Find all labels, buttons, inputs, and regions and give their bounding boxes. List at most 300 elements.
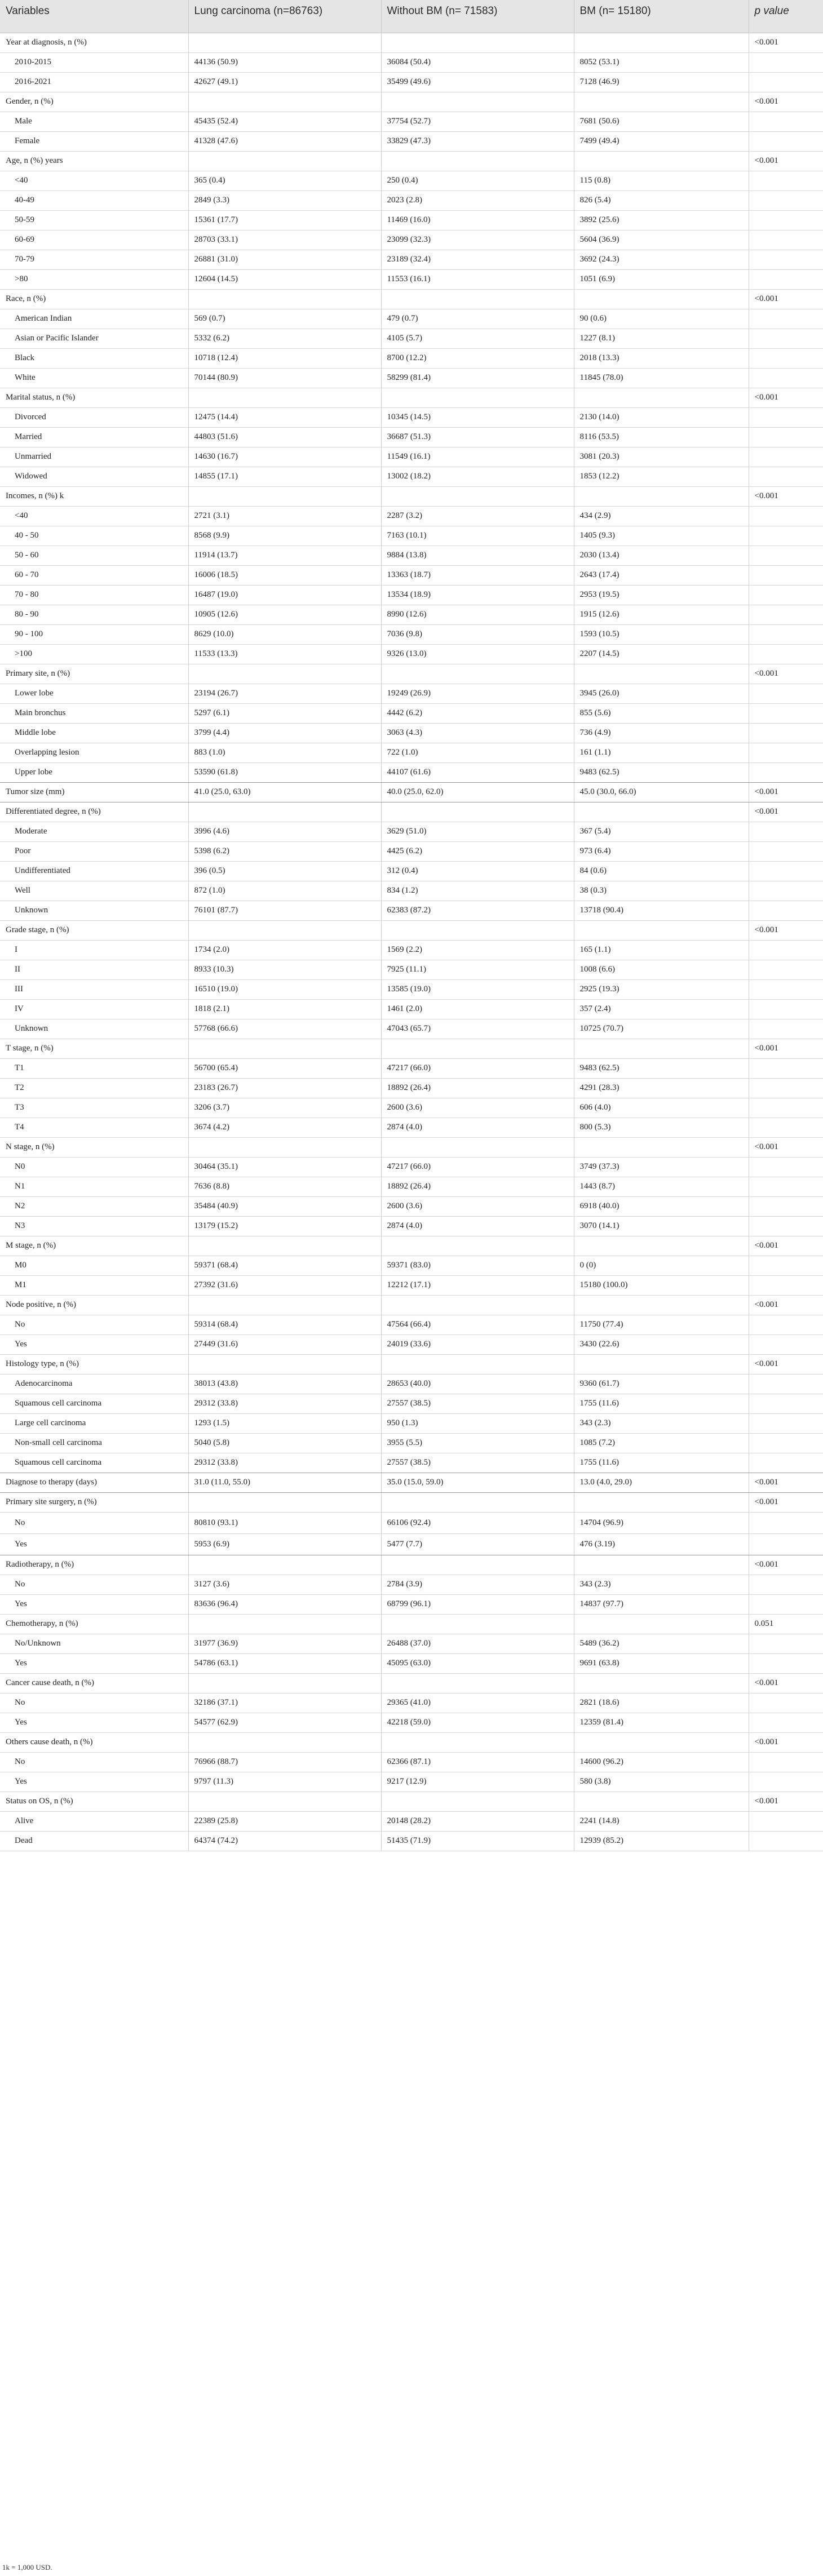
p-value [749, 1256, 823, 1275]
row-label: No [0, 1693, 188, 1713]
without-bm-value: 23189 (32.4) [381, 250, 574, 269]
p-value [749, 881, 823, 901]
p-value [749, 585, 823, 605]
without-bm-value: 18892 (26.4) [381, 1078, 574, 1098]
row-label: Asian or Pacific Islander [0, 329, 188, 348]
table-row [0, 348, 823, 368]
without-bm-value: 45095 (63.0) [381, 1653, 574, 1673]
bm-value: 3692 (24.3) [574, 250, 749, 269]
lung-carcinoma-value: 59314 (68.4) [188, 1315, 381, 1334]
row-label: <40 [0, 506, 188, 526]
without-bm-value [381, 1236, 574, 1256]
lung-carcinoma-value [188, 33, 381, 52]
without-bm-value [381, 1732, 574, 1752]
table-row [0, 1394, 823, 1413]
bm-value: 2130 (14.0) [574, 407, 749, 427]
bm-value [574, 1555, 749, 1575]
row-label: T3 [0, 1098, 188, 1118]
table-row-category [0, 802, 823, 822]
table-row-category [0, 1555, 823, 1575]
p-value [749, 230, 823, 250]
table-row [0, 1058, 823, 1078]
table-row [0, 1594, 823, 1614]
lung-carcinoma-value: 80810 (93.1) [188, 1512, 381, 1533]
table-row-category [0, 289, 823, 309]
bm-value [574, 920, 749, 940]
row-label: Black [0, 348, 188, 368]
table-row [0, 1512, 823, 1533]
table-row [0, 1374, 823, 1394]
row-label: Chemotherapy, n (%) [0, 1614, 188, 1634]
without-bm-value [381, 1792, 574, 1811]
p-value [749, 72, 823, 92]
without-bm-value: 722 (1.0) [381, 743, 574, 762]
table-row-category [0, 782, 823, 802]
without-bm-value: 1461 (2.0) [381, 999, 574, 1019]
p-value: <0.001 [749, 486, 823, 506]
table-row [0, 329, 823, 348]
bm-value: 1405 (9.3) [574, 526, 749, 546]
lung-carcinoma-value: 1293 (1.5) [188, 1413, 381, 1433]
lung-carcinoma-value [188, 1732, 381, 1752]
without-bm-value: 2874 (4.0) [381, 1118, 574, 1137]
row-label: Race, n (%) [0, 289, 188, 309]
p-value [749, 841, 823, 861]
bm-value: 2207 (14.5) [574, 644, 749, 664]
table-row-category [0, 1492, 823, 1512]
bm-value: 1593 (10.5) [574, 624, 749, 644]
lung-carcinoma-value [188, 1354, 381, 1374]
bm-value: 90 (0.6) [574, 309, 749, 329]
without-bm-value: 2784 (3.9) [381, 1575, 574, 1594]
bm-value: 2925 (19.3) [574, 979, 749, 999]
without-bm-value [381, 664, 574, 684]
bm-value: 2953 (19.5) [574, 585, 749, 605]
p-value [749, 762, 823, 782]
lung-carcinoma-value: 16006 (18.5) [188, 565, 381, 585]
table-row [0, 467, 823, 486]
lung-carcinoma-value: 70144 (80.9) [188, 368, 381, 388]
row-label: Male [0, 112, 188, 131]
row-label: IV [0, 999, 188, 1019]
bm-value: 4291 (28.3) [574, 1078, 749, 1098]
table-row [0, 250, 823, 269]
row-label: Yes [0, 1653, 188, 1673]
table-row [0, 1575, 823, 1594]
without-bm-value: 2600 (3.6) [381, 1196, 574, 1216]
without-bm-value: 40.0 (25.0, 62.0) [381, 782, 574, 802]
p-value [749, 999, 823, 1019]
without-bm-value: 29365 (41.0) [381, 1693, 574, 1713]
row-label: I [0, 940, 188, 960]
row-label: M1 [0, 1275, 188, 1295]
bm-value: 2643 (17.4) [574, 565, 749, 585]
lung-carcinoma-value: 29312 (33.8) [188, 1394, 381, 1413]
p-value [749, 1374, 823, 1394]
lung-carcinoma-value: 8933 (10.3) [188, 960, 381, 979]
p-value [749, 1098, 823, 1118]
without-bm-value: 20148 (28.2) [381, 1811, 574, 1831]
without-bm-value: 35.0 (15.0, 59.0) [381, 1473, 574, 1492]
without-bm-value [381, 1295, 574, 1315]
p-value [749, 940, 823, 960]
row-label: Yes [0, 1772, 188, 1792]
table-row [0, 52, 823, 72]
bm-value: 165 (1.1) [574, 940, 749, 960]
without-bm-value: 834 (1.2) [381, 881, 574, 901]
p-value [749, 447, 823, 467]
bm-value [574, 1236, 749, 1256]
bm-value: 14600 (96.2) [574, 1752, 749, 1772]
bm-value [574, 151, 749, 171]
p-value [749, 861, 823, 881]
lung-carcinoma-value [188, 1295, 381, 1315]
without-bm-value: 8990 (12.6) [381, 605, 574, 624]
lung-carcinoma-value: 26881 (31.0) [188, 250, 381, 269]
header-p-value: p value [749, 0, 823, 33]
row-label: No [0, 1575, 188, 1594]
table-row [0, 605, 823, 624]
table-row-category [0, 1354, 823, 1374]
without-bm-value: 47217 (66.0) [381, 1058, 574, 1078]
lung-carcinoma-value: 12475 (14.4) [188, 407, 381, 427]
row-label: >80 [0, 269, 188, 289]
lung-carcinoma-value [188, 802, 381, 822]
p-value [749, 1512, 823, 1533]
without-bm-value: 4442 (6.2) [381, 703, 574, 723]
table-row [0, 427, 823, 447]
row-label: Cancer cause death, n (%) [0, 1673, 188, 1693]
row-label: 50-59 [0, 210, 188, 230]
lung-carcinoma-value: 27449 (31.6) [188, 1334, 381, 1354]
table-row [0, 1177, 823, 1196]
bm-value: 3430 (22.6) [574, 1334, 749, 1354]
without-bm-value: 62366 (87.1) [381, 1752, 574, 1772]
without-bm-value: 9884 (13.8) [381, 546, 574, 565]
bm-value: 434 (2.9) [574, 506, 749, 526]
bm-value [574, 1492, 749, 1512]
p-value: <0.001 [749, 920, 823, 940]
lung-carcinoma-value [188, 289, 381, 309]
row-label: No/Unknown [0, 1634, 188, 1653]
row-label: Non-small cell carcinoma [0, 1433, 188, 1453]
p-value [749, 1653, 823, 1673]
header-bm: BM (n= 15180) [574, 0, 749, 33]
p-value: <0.001 [749, 388, 823, 407]
bm-value: 826 (5.4) [574, 190, 749, 210]
table-row [0, 743, 823, 762]
lung-carcinoma-value: 1818 (2.1) [188, 999, 381, 1019]
lung-carcinoma-value: 41.0 (25.0, 63.0) [188, 782, 381, 802]
row-label: Age, n (%) years [0, 151, 188, 171]
without-bm-value: 9326 (13.0) [381, 644, 574, 664]
table-row [0, 565, 823, 585]
lung-carcinoma-value [188, 1039, 381, 1058]
without-bm-value [381, 1137, 574, 1157]
lung-carcinoma-value: 56700 (65.4) [188, 1058, 381, 1078]
row-label: Histology type, n (%) [0, 1354, 188, 1374]
lung-carcinoma-value: 54577 (62.9) [188, 1713, 381, 1732]
row-label: Upper lobe [0, 762, 188, 782]
bm-value: 12359 (81.4) [574, 1713, 749, 1732]
table-row [0, 1019, 823, 1039]
table-row-category [0, 92, 823, 112]
p-value [749, 309, 823, 329]
lung-carcinoma-value: 28703 (33.1) [188, 230, 381, 250]
table-row-category [0, 1732, 823, 1752]
bm-value: 2821 (18.6) [574, 1693, 749, 1713]
lung-carcinoma-value: 41328 (47.6) [188, 131, 381, 151]
p-value: <0.001 [749, 1295, 823, 1315]
table-row [0, 1275, 823, 1295]
table-row [0, 585, 823, 605]
p-value: <0.001 [749, 802, 823, 822]
row-label: 40-49 [0, 190, 188, 210]
bm-value: 3945 (26.0) [574, 684, 749, 703]
lung-carcinoma-value [188, 1492, 381, 1512]
lung-carcinoma-value: 10718 (12.4) [188, 348, 381, 368]
bm-value [574, 92, 749, 112]
p-value [749, 348, 823, 368]
without-bm-value: 7925 (11.1) [381, 960, 574, 979]
bm-value [574, 388, 749, 407]
row-label: No [0, 1512, 188, 1533]
lung-carcinoma-value: 35484 (40.9) [188, 1196, 381, 1216]
row-label: >100 [0, 644, 188, 664]
lung-carcinoma-value: 1734 (2.0) [188, 940, 381, 960]
bm-value: 3081 (20.3) [574, 447, 749, 467]
without-bm-value: 47564 (66.4) [381, 1315, 574, 1334]
row-label: Moderate [0, 822, 188, 841]
lung-carcinoma-value: 883 (1.0) [188, 743, 381, 762]
without-bm-value: 7036 (9.8) [381, 624, 574, 644]
table-row [0, 1772, 823, 1792]
table-row [0, 1433, 823, 1453]
p-value [749, 52, 823, 72]
without-bm-value: 27557 (38.5) [381, 1453, 574, 1473]
p-value: <0.001 [749, 1673, 823, 1693]
p-value [749, 1575, 823, 1594]
lung-carcinoma-value: 3206 (3.7) [188, 1098, 381, 1118]
without-bm-value: 9217 (12.9) [381, 1772, 574, 1792]
table-row-category [0, 664, 823, 684]
p-value [749, 1433, 823, 1453]
p-value [749, 1177, 823, 1196]
table-row [0, 1752, 823, 1772]
without-bm-value: 58299 (81.4) [381, 368, 574, 388]
row-label: Yes [0, 1334, 188, 1354]
row-label: Alive [0, 1811, 188, 1831]
p-value: <0.001 [749, 1236, 823, 1256]
table-row [0, 841, 823, 861]
table-row [0, 546, 823, 565]
row-label: Year at diagnosis, n (%) [0, 33, 188, 52]
bm-value: 343 (2.3) [574, 1575, 749, 1594]
bm-value [574, 1792, 749, 1811]
p-value [749, 1831, 823, 1851]
without-bm-value: 2600 (3.6) [381, 1098, 574, 1118]
p-value: <0.001 [749, 782, 823, 802]
p-value: <0.001 [749, 1137, 823, 1157]
bm-value: 14704 (96.9) [574, 1512, 749, 1533]
table-row [0, 1098, 823, 1118]
p-value [749, 1752, 823, 1772]
table-row-category [0, 1295, 823, 1315]
table-row [0, 960, 823, 979]
p-value [749, 723, 823, 743]
without-bm-value [381, 486, 574, 506]
p-value [749, 368, 823, 388]
bm-value: 1443 (8.7) [574, 1177, 749, 1196]
bm-value: 606 (4.0) [574, 1098, 749, 1118]
lung-carcinoma-value: 30464 (35.1) [188, 1157, 381, 1177]
bm-value [574, 1614, 749, 1634]
table-row [0, 407, 823, 427]
without-bm-value: 1569 (2.2) [381, 940, 574, 960]
without-bm-value: 18892 (26.4) [381, 1177, 574, 1196]
lung-carcinoma-value: 11914 (13.7) [188, 546, 381, 565]
bm-value: 9360 (61.7) [574, 1374, 749, 1394]
without-bm-value: 312 (0.4) [381, 861, 574, 881]
lung-carcinoma-value: 5297 (6.1) [188, 703, 381, 723]
table-row [0, 940, 823, 960]
row-label: 70-79 [0, 250, 188, 269]
table-row [0, 999, 823, 1019]
row-label: M stage, n (%) [0, 1236, 188, 1256]
without-bm-value: 4425 (6.2) [381, 841, 574, 861]
lung-carcinoma-value: 8568 (9.9) [188, 526, 381, 546]
without-bm-value: 8700 (12.2) [381, 348, 574, 368]
bm-value [574, 1137, 749, 1157]
header-without-bm: Without BM (n= 71583) [381, 0, 574, 33]
row-label: T1 [0, 1058, 188, 1078]
table-row [0, 1334, 823, 1354]
bm-value: 15180 (100.0) [574, 1275, 749, 1295]
lung-carcinoma-value: 5040 (5.8) [188, 1433, 381, 1453]
row-label: Yes [0, 1533, 188, 1555]
without-bm-value: 28653 (40.0) [381, 1374, 574, 1394]
p-value [749, 190, 823, 210]
p-value [749, 269, 823, 289]
bm-value: 9483 (62.5) [574, 762, 749, 782]
row-label: Grade stage, n (%) [0, 920, 188, 940]
bm-value: 13718 (90.4) [574, 901, 749, 920]
without-bm-value: 47217 (66.0) [381, 1157, 574, 1177]
table-row [0, 171, 823, 190]
row-label: 80 - 90 [0, 605, 188, 624]
table-row [0, 901, 823, 920]
bm-value [574, 802, 749, 822]
row-label: III [0, 979, 188, 999]
lung-carcinoma-value: 27392 (31.6) [188, 1275, 381, 1295]
table-row-category [0, 1792, 823, 1811]
without-bm-value: 11469 (16.0) [381, 210, 574, 230]
bm-value [574, 1673, 749, 1693]
row-label: 50 - 60 [0, 546, 188, 565]
lung-carcinoma-value: 16510 (19.0) [188, 979, 381, 999]
without-bm-value [381, 151, 574, 171]
table-row [0, 506, 823, 526]
table-row [0, 368, 823, 388]
row-label: Unknown [0, 1019, 188, 1039]
p-value [749, 1772, 823, 1792]
bm-value: 7499 (49.4) [574, 131, 749, 151]
lung-carcinoma-value: 23183 (26.7) [188, 1078, 381, 1098]
lung-carcinoma-value: 12604 (14.5) [188, 269, 381, 289]
table-row-category [0, 1473, 823, 1492]
without-bm-value: 2874 (4.0) [381, 1216, 574, 1236]
p-value: 0.051 [749, 1614, 823, 1634]
without-bm-value [381, 92, 574, 112]
without-bm-value: 36084 (50.4) [381, 52, 574, 72]
p-value [749, 565, 823, 585]
p-value [749, 250, 823, 269]
table-row [0, 269, 823, 289]
table-row [0, 309, 823, 329]
bm-value: 1008 (6.6) [574, 960, 749, 979]
table-row-category [0, 33, 823, 52]
lung-carcinoma-value: 54786 (63.1) [188, 1653, 381, 1673]
table-row [0, 230, 823, 250]
lung-carcinoma-value [188, 486, 381, 506]
p-value [749, 467, 823, 486]
bm-value: 736 (4.9) [574, 723, 749, 743]
p-value [749, 546, 823, 565]
row-label: Squamous cell carcinoma [0, 1453, 188, 1473]
table-row-category [0, 920, 823, 940]
row-label: Yes [0, 1594, 188, 1614]
table-row [0, 723, 823, 743]
lung-carcinoma-value: 59371 (68.4) [188, 1256, 381, 1275]
row-label: N3 [0, 1216, 188, 1236]
bm-value [574, 33, 749, 52]
row-label: Incomes, n (%) k [0, 486, 188, 506]
bm-value: 8052 (53.1) [574, 52, 749, 72]
without-bm-value: 66106 (92.4) [381, 1512, 574, 1533]
p-value [749, 1594, 823, 1614]
bm-value: 3892 (25.6) [574, 210, 749, 230]
table-row [0, 1196, 823, 1216]
lung-carcinoma-value: 11533 (13.3) [188, 644, 381, 664]
lung-carcinoma-value: 14630 (16.7) [188, 447, 381, 467]
row-label: T4 [0, 1118, 188, 1137]
row-label: White [0, 368, 188, 388]
bm-value [574, 1039, 749, 1058]
lung-carcinoma-value: 5953 (6.9) [188, 1533, 381, 1555]
lung-carcinoma-value [188, 388, 381, 407]
without-bm-value: 37754 (52.7) [381, 112, 574, 131]
table-row [0, 703, 823, 723]
p-value: <0.001 [749, 1555, 823, 1575]
table-row-category [0, 1614, 823, 1634]
without-bm-value [381, 920, 574, 940]
table-row-category [0, 1236, 823, 1256]
table-row [0, 1453, 823, 1473]
row-label: Status on OS, n (%) [0, 1792, 188, 1811]
row-label: Yes [0, 1713, 188, 1732]
lung-carcinoma-value: 16487 (19.0) [188, 585, 381, 605]
without-bm-value: 11553 (16.1) [381, 269, 574, 289]
bm-value: 14837 (97.7) [574, 1594, 749, 1614]
bm-value [574, 289, 749, 309]
p-value: <0.001 [749, 664, 823, 684]
table-row [0, 1078, 823, 1098]
table-row [0, 1413, 823, 1433]
lung-carcinoma-value [188, 151, 381, 171]
header-row [0, 0, 823, 33]
without-bm-value: 35499 (49.6) [381, 72, 574, 92]
lung-carcinoma-value [188, 1673, 381, 1693]
